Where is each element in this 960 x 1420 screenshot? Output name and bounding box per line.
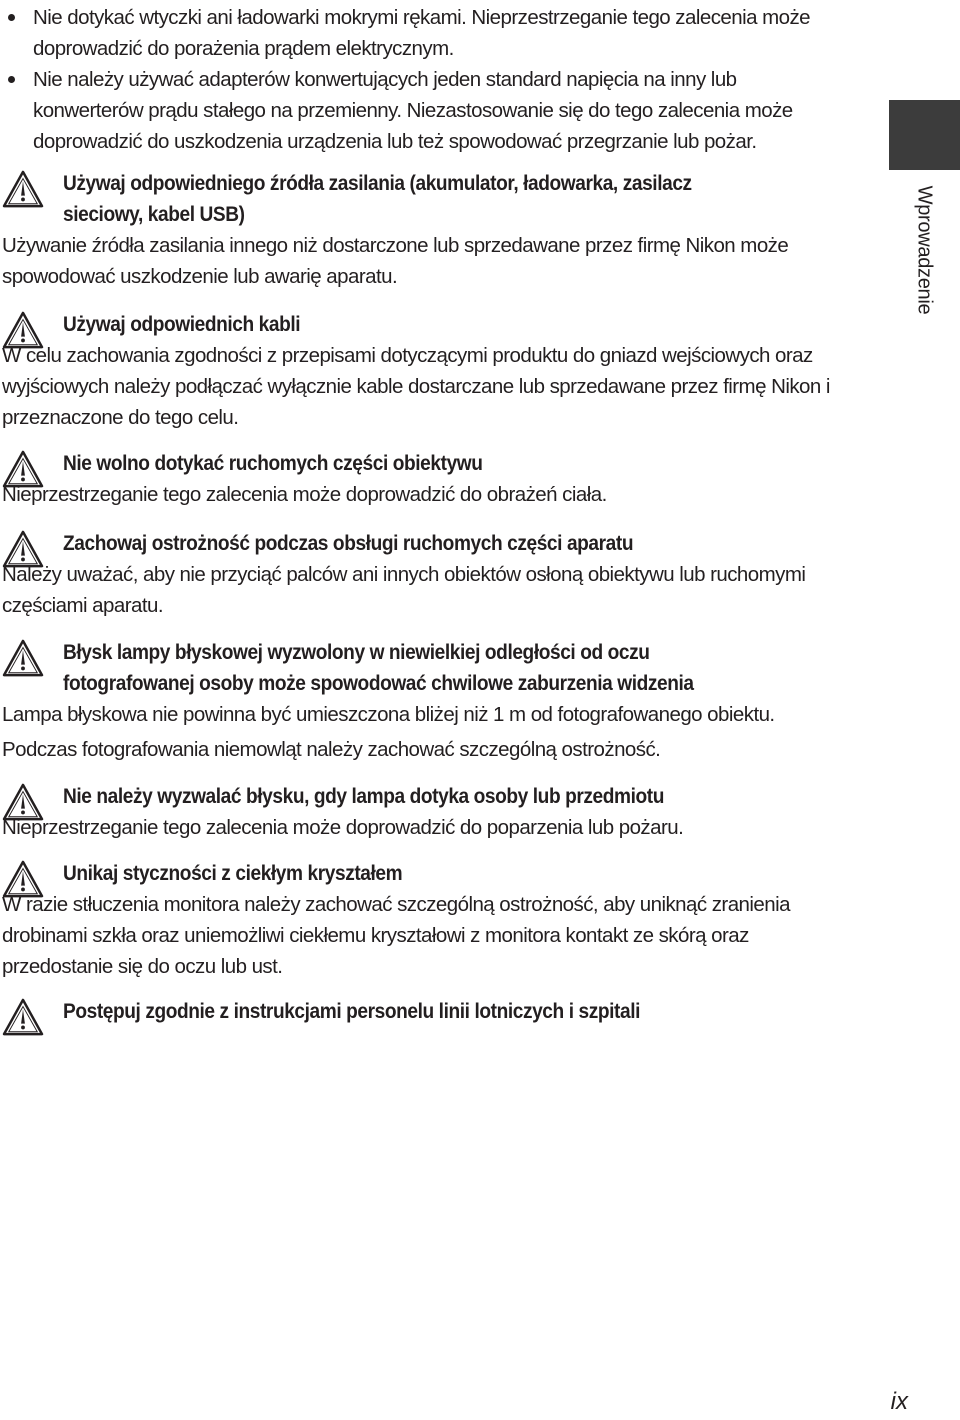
- warning-triangle-icon: [2, 311, 44, 349]
- warning-flash-eyes: [0, 637, 850, 765]
- warning-title: Nie wolno dotykać ruchomych części obiektywu: [63, 452, 483, 475]
- bullet-text: Nie dotykać wtyczki ani ładowarki mokrymi rękami. Nieprzestrzeganie tego zalecenia może doprowadzić do porażenia prądem elektrycznym.: [33, 6, 811, 60]
- warning-body: Nieprzestrzeganie tego zalecenia może doprowadzić do obrażeń ciała.: [2, 483, 607, 506]
- bullet-text: Nie należy używać adapterów konwertujących jeden standard napięcia na inny lub konwerterów prądu stałego na przemienny. Niezastosowanie się do tego zalecenia może doprowadzić do uszkodzenia urządzenia lub też spowodować przegrzanie lub pożar.: [33, 68, 793, 153]
- warning-triangle-icon: [2, 783, 44, 821]
- warning-title: Nie należy wyzwalać błysku, gdy lampa dotyka osoby lub przedmiotu: [63, 785, 664, 808]
- warning-airline-hospital: [0, 996, 850, 1027]
- page-number: ix: [890, 1388, 908, 1415]
- warning-title: Błysk lampy błyskowej wyzwolony w niewielkiej odległości od oczu fotografowanej osoby może spowodować chwilowe zaburzenia widzenia: [63, 641, 694, 695]
- warning-title: Zachowaj ostrożność podczas obsługi ruchomych części aparatu: [63, 532, 634, 555]
- bullet-item: [8, 2, 828, 64]
- bullet-item: [8, 64, 828, 157]
- warning-title: Postępuj zgodnie z instrukcjami personelu linii lotniczych i szpitali: [63, 1000, 640, 1023]
- warning-title: Używaj odpowiednich kabli: [63, 313, 301, 336]
- bullet-dot-icon: [8, 14, 15, 21]
- warning-triangle-icon: [2, 530, 44, 568]
- warning-flash-contact: [0, 781, 850, 843]
- warning-triangle-icon: [2, 998, 44, 1036]
- warning-triangle-icon: [2, 450, 44, 488]
- warning-moving-parts: [0, 528, 850, 621]
- warning-body: Nieprzestrzeganie tego zalecenia może doprowadzić do poparzenia lub pożaru.: [2, 816, 684, 839]
- warning-body: Należy uważać, aby nie przyciąć palców ani innych obiektów osłoną obiektywu lub ruchomymi częściami aparatu.: [2, 563, 806, 617]
- warning-triangle-icon: [2, 860, 44, 898]
- warning-triangle-icon: [2, 170, 44, 208]
- warning-body: Lampa błyskowa nie powinna być umieszczona bliżej niż 1 m od fotografowanego obiektu. Podczas fotografowania niemowląt należy zachować szczególną ostrożność.: [2, 703, 775, 761]
- warning-title: Używaj odpowiedniego źródła zasilania (akumulator, ładowarka, zasilacz sieciowy, kabel USB): [63, 172, 692, 226]
- bullet-list: [8, 2, 828, 157]
- bullet-dot-icon: [8, 76, 15, 83]
- warning-lens-parts: [0, 448, 850, 510]
- section-tab-marker: [889, 100, 960, 170]
- warning-body: W razie stłuczenia monitora należy zachować szczególną ostrożność, aby uniknąć zranienia drobinami szkła oraz uniemożliwi ciekłemu kryształowi z monitora kontakt ze skórą oraz przedostanie się do oczu lub ust.: [2, 893, 790, 978]
- warning-body: W celu zachowania zgodności z przepisami dotyczącymi produktu do gniazd wejściowych oraz wyjściowych należy podłączać wyłącznie kable dostarczane lub sprzedawane przez firmę Nikon i przeznaczone do tego celu.: [2, 344, 830, 429]
- warning-body: Używanie źródła zasilania innego niż dostarczone lub sprzedawane przez firmę Nikon może spowodować uszkodzenie lub awarię aparatu.: [2, 234, 789, 288]
- warning-triangle-icon: [2, 639, 44, 677]
- warning-title: Unikaj styczności z ciekłym kryształem: [63, 862, 403, 885]
- warning-power-source: [0, 168, 850, 292]
- warning-cables: [0, 309, 850, 433]
- warning-liquid-crystal: [0, 858, 850, 982]
